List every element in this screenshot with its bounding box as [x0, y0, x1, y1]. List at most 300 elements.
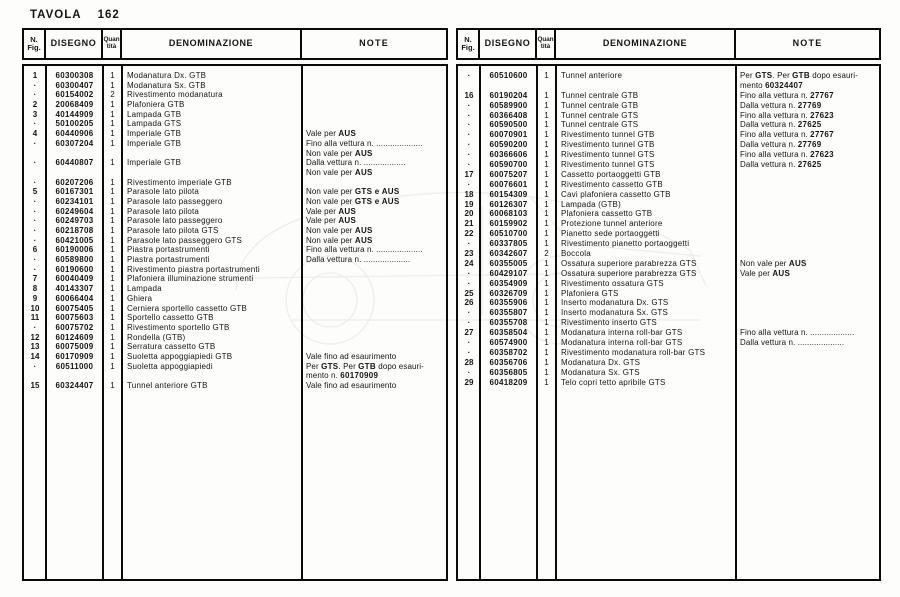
- cell-denominazione: [556, 81, 736, 91]
- cell-fig: 23: [464, 249, 474, 259]
- cell-qty: 1: [110, 303, 115, 313]
- cell-note: [736, 378, 879, 388]
- parts-table-right: [456, 28, 881, 581]
- cell-qty: 1: [544, 258, 549, 268]
- cell-fig: ·: [467, 278, 471, 288]
- cell-disegno: 60354909: [489, 278, 528, 288]
- cell-fig: ·: [467, 338, 471, 348]
- cell-qty: 1: [110, 177, 115, 187]
- cell-fig: [24, 168, 46, 178]
- table-row: [458, 368, 879, 378]
- cell-fig: ·: [467, 120, 471, 130]
- cell-qty: 1: [110, 351, 115, 361]
- cell-disegno: 60356805: [489, 367, 528, 377]
- table-row: [24, 245, 446, 255]
- cell-note: Vale per AUS: [306, 216, 357, 226]
- page-title: [30, 9, 120, 21]
- table-row: [458, 308, 879, 318]
- column-header-fig-line1: N.: [30, 35, 38, 45]
- cell-note: [302, 333, 446, 343]
- cell-denominazione: Boccola: [561, 249, 591, 259]
- page-title-label: TAVOLA: [30, 9, 82, 21]
- table-row: [458, 130, 879, 140]
- table-row: [24, 216, 446, 226]
- table-row: [24, 352, 446, 362]
- table-row: [458, 229, 879, 239]
- cell-disegno: 60589900: [489, 100, 528, 110]
- cell-denominazione: Modanatura interna roll-bar GTS: [561, 328, 683, 338]
- cell-fig: ·: [467, 110, 471, 120]
- table-row: [458, 180, 879, 190]
- cell-qty: 1: [110, 206, 115, 216]
- table-row: [24, 139, 446, 149]
- cell-disegno: 20068409: [55, 100, 94, 110]
- cell-qty: 1: [110, 138, 115, 148]
- cell-qty: 1: [110, 342, 115, 352]
- cell-qty: 1: [110, 235, 115, 245]
- cell-denominazione: Plafoniera GTB: [127, 100, 185, 110]
- cell-disegno: 60040409: [55, 274, 94, 284]
- cell-qty: 1: [110, 255, 115, 265]
- table-row: [24, 274, 446, 284]
- cell-fig: 29: [464, 377, 474, 387]
- cell-disegno: 60075702: [55, 322, 94, 332]
- cell-note: [302, 71, 446, 81]
- cell-qty: 1: [544, 100, 549, 110]
- cell-denominazione: Rivestimento tunnel GTS: [561, 160, 655, 170]
- cell-disegno: 60124609: [55, 332, 94, 342]
- cell-qty: 1: [110, 332, 115, 342]
- column-header-qty-line2: tità: [106, 43, 117, 50]
- cell-denominazione: Pianetto sede portaoggetti: [561, 229, 660, 239]
- table-header-right: [456, 28, 881, 60]
- cell-qty: 1: [544, 130, 549, 140]
- cell-fig: 3: [32, 109, 38, 119]
- table-row: [24, 255, 446, 265]
- cell-disegno: 60300308: [55, 71, 94, 80]
- cell-denominazione: Serratura cassetto GTB: [127, 342, 216, 352]
- cell-denominazione: Inserto modanatura Sx. GTS: [561, 308, 669, 318]
- cell-disegno: 60337805: [489, 239, 528, 249]
- table-row: [24, 81, 446, 91]
- cell-qty: 1: [544, 150, 549, 160]
- cell-fig: ·: [33, 322, 37, 332]
- cell-fig: ·: [467, 160, 471, 170]
- cell-denominazione: Modanatura Sx. GTS: [561, 367, 640, 377]
- cell-fig: 11: [30, 313, 40, 323]
- cell-note: [736, 229, 879, 239]
- cell-fig: 19: [464, 199, 474, 209]
- cell-fig: 14: [30, 351, 40, 361]
- cell-denominazione: Ossatura superiore parabrezza GTS: [561, 258, 697, 268]
- column-header-qty: [103, 30, 122, 58]
- cell-denominazione: Tunnel centrale GTS: [561, 120, 639, 130]
- column-header-qty-line1: Quan: [103, 36, 120, 44]
- cell-denominazione: Lampada GTS: [127, 119, 182, 129]
- table-row: [24, 119, 446, 129]
- cell-note: Vale per AUS: [740, 268, 791, 278]
- cell-note: [302, 313, 446, 323]
- cell-denominazione: Tunnel centrale GTB: [561, 90, 639, 100]
- cell-denominazione: Piastra portastrumenti: [127, 245, 210, 255]
- cell-fig: ·: [33, 216, 37, 226]
- column-header-denominazione: DENOMINAZIONE: [122, 30, 302, 58]
- cell-disegno: 60190006: [55, 245, 94, 255]
- cell-fig: ·: [33, 177, 37, 187]
- cell-note: [302, 284, 446, 294]
- cell-disegno: 60068103: [489, 209, 528, 219]
- cell-disegno: 40144909: [55, 109, 94, 119]
- cell-note: Fino alla vettura n. 27623: [740, 150, 834, 160]
- cell-fig: ·: [467, 308, 471, 318]
- cell-note: [302, 342, 446, 352]
- cell-disegno: 60154309: [489, 189, 528, 199]
- cell-denominazione: Rondella (GTB): [127, 332, 186, 342]
- cell-note: [302, 110, 446, 120]
- cell-denominazione: Rivestimento modanatura: [127, 90, 223, 100]
- table-row: [458, 328, 879, 338]
- table-row: [24, 342, 446, 352]
- cell-denominazione: Lampada GTB: [127, 109, 182, 119]
- cell-note: Fino alla vettura n. ....................: [306, 245, 423, 255]
- cell-qty: 1: [110, 158, 115, 168]
- cell-qty: 1: [110, 129, 115, 139]
- cell-note: Fino alla vettura n. 27767: [740, 90, 834, 100]
- cell-disegno: 60574900: [489, 338, 528, 348]
- cell-disegno: [46, 371, 103, 381]
- table-row: [458, 101, 879, 111]
- cell-disegno: 60070901: [489, 130, 528, 140]
- cell-disegno: 60170909: [55, 351, 94, 361]
- cell-qty: 1: [544, 367, 549, 377]
- cell-qty: 1: [544, 219, 549, 229]
- cell-denominazione: Telo copri tetto apribile GTS: [561, 377, 666, 387]
- table-row: [458, 209, 879, 219]
- cell-fig: 10: [30, 303, 40, 313]
- cell-qty: 1: [544, 357, 549, 367]
- cell-qty: 1: [110, 216, 115, 226]
- cell-disegno: 60590500: [489, 120, 528, 130]
- cell-denominazione: Parasole lato passeggero: [127, 216, 223, 226]
- table-row: [24, 197, 446, 207]
- cell-qty: [103, 371, 122, 381]
- table-row: [24, 149, 446, 159]
- cell-disegno: 60358504: [489, 328, 528, 338]
- cell-disegno: 60076601: [489, 179, 528, 189]
- cell-denominazione: Rivestimento tunnel GTB: [561, 140, 655, 150]
- cell-disegno: 60190204: [489, 90, 528, 100]
- cell-qty: 1: [544, 377, 549, 387]
- cell-denominazione: Rivestimento piastra portastrumenti: [127, 264, 260, 274]
- table-row: [458, 298, 879, 308]
- table-row: [24, 304, 446, 314]
- cell-fig: [24, 149, 46, 159]
- cell-note: Dalla vettura n. ....................: [306, 255, 411, 265]
- table-row: [24, 178, 446, 188]
- table-row: [458, 378, 879, 388]
- cell-denominazione: Rivestimento modanatura roll-bar GTS: [561, 347, 706, 357]
- cell-denominazione: Parasole lato pilota: [127, 206, 200, 216]
- cell-qty: 1: [544, 189, 549, 199]
- cell-denominazione: Plafoniera illuminazione strumenti: [127, 274, 254, 284]
- cell-disegno: 60075207: [489, 169, 528, 179]
- cell-note: [736, 170, 879, 180]
- cell-disegno: 60154002: [55, 90, 94, 100]
- cell-note: [736, 289, 879, 299]
- cell-qty: 1: [544, 278, 549, 288]
- cell-fig: 25: [464, 288, 474, 298]
- cell-fig: 15: [30, 381, 40, 390]
- cell-note: Vale fino ad esaurimento: [306, 381, 397, 390]
- cell-fig: 12: [30, 332, 40, 342]
- cell-note: Per GTS. Per GTB dopo esauri-: [740, 71, 858, 80]
- cell-note: [302, 294, 446, 304]
- cell-fig: ·: [33, 361, 37, 371]
- cell-fig: ·: [33, 264, 37, 274]
- column-header-fig: [24, 30, 46, 58]
- cell-qty: 1: [544, 308, 549, 318]
- table-header-left: [22, 28, 448, 60]
- cell-fig: ·: [467, 268, 471, 278]
- column-header-note: NOTE: [792, 38, 823, 49]
- cell-fig: 6: [32, 245, 38, 255]
- cell-note: Dalla vettura n. 27769: [740, 100, 822, 110]
- cell-fig: ·: [33, 138, 37, 148]
- cell-disegno: 60589800: [55, 255, 94, 265]
- cell-qty: 1: [544, 140, 549, 150]
- cell-fig: ·: [467, 140, 471, 150]
- cell-qty: 1: [544, 199, 549, 209]
- cell-note: Vale fino ad esaurimento: [306, 351, 397, 361]
- cell-disegno: 60358702: [489, 347, 528, 357]
- table-row: [458, 81, 879, 91]
- table-row: [458, 140, 879, 150]
- cell-note: [736, 358, 879, 368]
- cell-disegno: 60207206: [55, 177, 94, 187]
- cell-qty: 1: [110, 264, 115, 274]
- cell-fig: [24, 371, 46, 381]
- table-row: [458, 160, 879, 170]
- cell-fig: 9: [32, 293, 38, 303]
- cell-note: [302, 178, 446, 188]
- cell-qty: 1: [110, 109, 115, 119]
- cell-qty: 1: [110, 313, 115, 323]
- table-row: [24, 71, 446, 81]
- cell-disegno: 60590200: [489, 140, 528, 150]
- cell-qty: 1: [544, 298, 549, 308]
- cell-denominazione: Parasole lato pilota: [127, 187, 200, 197]
- cell-denominazione: Rivestimento pianetto portaoggetti: [561, 239, 690, 249]
- cell-disegno: 60126307: [489, 199, 528, 209]
- cell-qty: [537, 81, 556, 91]
- cell-note: Non vale per AUS: [306, 167, 373, 177]
- cell-note: [302, 304, 446, 314]
- cell-qty: 2: [110, 90, 115, 100]
- cell-fig: ·: [467, 179, 471, 189]
- cell-denominazione: Rivestimento sportello GTB: [127, 322, 230, 332]
- cell-note: mento n. 60170909: [306, 371, 379, 381]
- column-header-fig-line2: Fig.: [461, 43, 475, 52]
- cell-denominazione: Rivestimento imperiale GTB: [127, 177, 232, 187]
- cell-disegno: 60440906: [55, 129, 94, 139]
- cell-note: [302, 265, 446, 275]
- table-row: [24, 362, 446, 372]
- cell-fig: 2: [32, 100, 38, 110]
- cell-denominazione: Tunnel anteriore GTB: [127, 381, 208, 390]
- cell-qty: 1: [544, 239, 549, 249]
- table-row: [24, 284, 446, 294]
- cell-denominazione: Tunnel anteriore: [561, 71, 623, 80]
- cell-denominazione: Ghiera: [127, 293, 153, 303]
- cell-denominazione: Plafoniera cassetto GTB: [561, 209, 653, 219]
- cell-note: [736, 219, 879, 229]
- cell-fig: 27: [464, 328, 474, 338]
- cell-disegno: 60355005: [489, 258, 528, 268]
- cell-denominazione: Imperiale GTB: [127, 138, 182, 148]
- cell-disegno: 60342607: [489, 249, 528, 259]
- cell-note: Per GTS. Per GTB dopo esauri-: [306, 361, 424, 371]
- table-row: [24, 333, 446, 343]
- cell-denominazione: Tunnel centrale GTB: [561, 100, 639, 110]
- table-row: [458, 269, 879, 279]
- cell-disegno: 60355807: [489, 308, 528, 318]
- cell-disegno: 60421005: [55, 235, 94, 245]
- column-header-qty-line1: Quan: [537, 36, 554, 44]
- cell-denominazione: Inserto modanatura Dx. GTS: [561, 298, 669, 308]
- cell-denominazione: Modanatura Dx. GTS: [561, 357, 641, 367]
- cell-fig: ·: [33, 196, 37, 206]
- cell-disegno: 60511000: [55, 361, 94, 371]
- cell-disegno: 60075405: [55, 303, 94, 313]
- table-row: [24, 226, 446, 236]
- cell-denominazione: Parasole lato pilota GTS: [127, 226, 219, 235]
- cell-denominazione: Modanatura Sx. GTB: [127, 80, 206, 90]
- cell-disegno: 60440807: [55, 158, 94, 168]
- table-row: [24, 381, 446, 391]
- cell-qty: 1: [544, 229, 549, 239]
- cell-qty: [103, 168, 122, 178]
- table-row: [24, 110, 446, 120]
- table-row: [458, 219, 879, 229]
- table-row: [24, 323, 446, 333]
- cell-denominazione: Parasole lato passeggero: [127, 196, 223, 206]
- cell-disegno: 60249604: [55, 206, 94, 216]
- cell-fig: 26: [464, 298, 474, 308]
- table-row: [458, 239, 879, 249]
- table-row: [24, 313, 446, 323]
- cell-qty: 1: [544, 268, 549, 278]
- table-row: [24, 100, 446, 110]
- cell-qty: 1: [544, 328, 549, 338]
- table-row: [24, 207, 446, 217]
- table-row: [458, 358, 879, 368]
- cell-disegno: 60075009: [55, 342, 94, 352]
- table-row: [458, 348, 879, 358]
- cell-fig: 8: [32, 284, 38, 294]
- table-row: [24, 294, 446, 304]
- cell-disegno: [46, 168, 103, 178]
- parts-table-left: [22, 28, 448, 581]
- cell-note: [302, 100, 446, 110]
- cell-fig: ·: [33, 158, 37, 168]
- cell-qty: 1: [110, 100, 115, 110]
- table-body-left: [22, 64, 448, 581]
- table-row: [24, 129, 446, 139]
- cell-note: Fino alla vettura n. 27767: [740, 130, 834, 140]
- cell-disegno: 50100205: [55, 119, 94, 129]
- cell-note: Vale per AUS: [306, 129, 357, 139]
- cell-denominazione: Imperiale GTB: [127, 158, 182, 168]
- cell-denominazione: Lampada: [127, 284, 162, 294]
- cell-disegno: 40143307: [55, 284, 94, 294]
- column-header-disegno: DISEGNO: [480, 30, 537, 58]
- cell-qty: 1: [544, 160, 549, 170]
- cell-qty: 1: [544, 90, 549, 100]
- cell-denominazione: Sportello cassetto GTB: [127, 313, 214, 323]
- cell-note: [736, 239, 879, 249]
- cell-note: [736, 298, 879, 308]
- cell-fig: ·: [33, 226, 37, 235]
- cell-fig: 24: [464, 258, 474, 268]
- table-row: [458, 190, 879, 200]
- table-row: [24, 187, 446, 197]
- cell-disegno: 60510700: [489, 229, 528, 239]
- cell-qty: 1: [110, 322, 115, 332]
- cell-disegno: 60510600: [489, 71, 528, 80]
- cell-denominazione: Imperiale GTB: [127, 129, 182, 139]
- cell-denominazione: Rivestimento tunnel GTS: [561, 150, 655, 160]
- cell-fig: 16: [464, 90, 474, 100]
- cell-disegno: 60167301: [55, 187, 94, 197]
- cell-fig: 28: [464, 357, 474, 367]
- cell-qty: 1: [544, 71, 549, 80]
- cell-disegno: 60418209: [489, 377, 528, 387]
- cell-note: Dalla vettura n. 27769: [740, 140, 822, 150]
- cell-note: Fino alla vettura n. 27623: [740, 110, 834, 120]
- table-row: [458, 338, 879, 348]
- cell-denominazione: Modanatura Dx. GTB: [127, 71, 207, 80]
- table-row: [458, 111, 879, 121]
- cell-qty: 1: [110, 245, 115, 255]
- cell-note: Fino alla vettura n. ....................: [306, 138, 423, 148]
- cell-note: [736, 348, 879, 358]
- cell-fig: 4: [32, 129, 38, 139]
- cell-disegno: 60366408: [489, 110, 528, 120]
- column-header-note: NOTE: [359, 38, 389, 49]
- table-row: [458, 289, 879, 299]
- cell-qty: 1: [544, 209, 549, 219]
- cell-note: [302, 119, 446, 129]
- cell-denominazione: [122, 168, 302, 178]
- cell-note: Non vale per AUS: [306, 235, 373, 245]
- cell-fig: ·: [467, 130, 471, 140]
- cell-qty: 1: [544, 110, 549, 120]
- table-row: [458, 259, 879, 269]
- cell-qty: 1: [110, 361, 115, 371]
- cell-fig: ·: [467, 150, 471, 160]
- cell-disegno: 60429107: [489, 268, 528, 278]
- cell-qty: 1: [544, 347, 549, 357]
- cell-denominazione: Suoletta appoggiapiedi: [127, 361, 213, 371]
- table-row: [458, 170, 879, 180]
- cell-note: Non vale per GTS e AUS: [306, 187, 400, 197]
- table-row: [24, 371, 446, 381]
- cell-qty: 1: [110, 274, 115, 284]
- cell-note: [736, 200, 879, 210]
- cell-qty: 1: [110, 119, 115, 129]
- column-header-disegno: DISEGNO: [46, 30, 103, 58]
- cell-fig: 7: [32, 274, 38, 284]
